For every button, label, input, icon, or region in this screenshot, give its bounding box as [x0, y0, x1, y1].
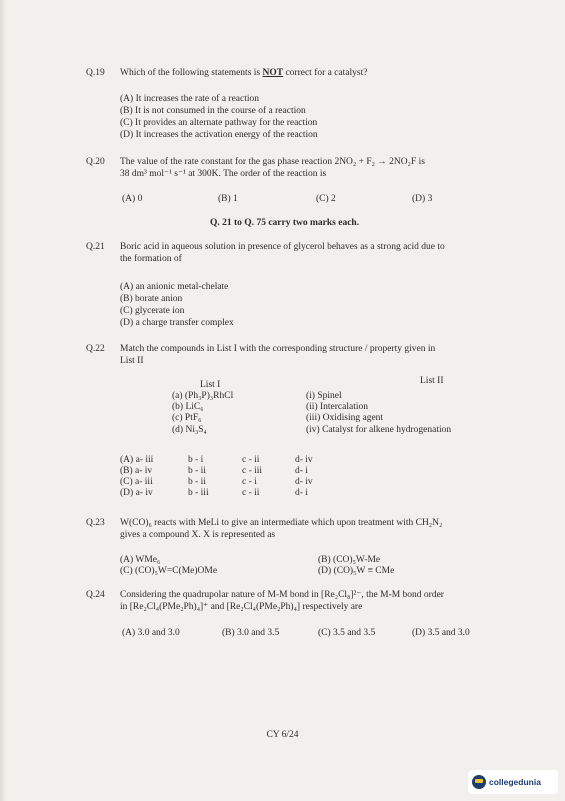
q19-text-a: Which of the following statements is [120, 68, 263, 78]
q21-line1: Boric acid in aqueous solution in presence of glycerol behaves as a strong acid due to [120, 242, 445, 252]
q19-text [120, 68, 505, 80]
logo-text: collegedunia [489, 777, 541, 787]
section-note: Q. 21 to Q. 75 carry two marks each. [210, 218, 360, 228]
q20-number: Q.20 [86, 157, 105, 167]
q22-option-d-col3: c - ii [242, 488, 260, 498]
q24-line2: in [Re₂Cl₄(PMe₂Ph)₄]⁺ and [Re₂Cl₄(PMe₂Ph)₄] respectively are [120, 602, 363, 612]
q22-line1: Match the compounds in List I with the corresponding structure / property given in [120, 344, 436, 354]
q21-option-a: (A) an anionic metal-chelate [120, 282, 229, 292]
q24-line1: Considering the quadrupolar nature of M-M bond in [Re₂Cl₈]²⁻, the M-M bond order [120, 590, 444, 600]
q23-option-b: (B) (CO)₅W-Me [318, 555, 381, 565]
q22-number: Q.22 [86, 344, 105, 354]
q24-option-d: (D) 3.5 and 3.0 [412, 628, 470, 638]
q19-option-c: (C) It provides an alternate pathway for the reaction [120, 118, 318, 128]
page-fold-shadow [0, 0, 6, 801]
page-footer: CY 6/24 [266, 730, 299, 740]
q23-option-d: (D) (CO)₅W ≡ CMe [318, 566, 395, 576]
list1-item-a: (a) (Ph₃P)₃RhCl [172, 391, 234, 401]
q19-option-b: (B) It is not consumed in the course of a reaction [120, 106, 306, 116]
q21-option-b: (B) borate anion [120, 294, 183, 304]
q21-line2: the formation of [120, 254, 182, 264]
q20-line2: 38 dm³ mol⁻¹ s⁻¹ at 300K. The order of the reaction is [120, 169, 327, 179]
list2-item-iv: (iv) Catalyst for alkene hydrogenation [306, 425, 452, 435]
q22-option-c-col4: d- iv [295, 477, 313, 487]
q22-option-b-col1: (B) a- iv [120, 466, 153, 476]
q22-option-b-col2: b - ii [188, 466, 206, 476]
list2-title: List II [420, 376, 444, 386]
q22-option-b-col4: d- i [295, 466, 308, 476]
q19-number: Q.19 [86, 68, 105, 78]
graduation-cap-icon [472, 775, 486, 789]
q23-option-c: (C) (CO)₅W=C(Me)OMe [120, 566, 218, 576]
q21-number: Q.21 [86, 242, 105, 252]
q21-option-c: (C) glycerate ion [120, 306, 185, 316]
q23-option-a: (A) WMe₆ [120, 555, 161, 565]
q22-line2: List II [120, 356, 144, 366]
list2-item-ii: (ii) Intercalation [306, 402, 368, 412]
q24-option-b: (B) 3.0 and 3.5 [222, 628, 280, 638]
list1-item-d: (d) Ni₃S₄ [172, 425, 207, 435]
q21-option-d: (D) a charge transfer complex [120, 318, 234, 328]
q22-option-c-col1: (C) a- iii [120, 477, 153, 487]
q19-option-a: (A) It increases the rate of a reaction [120, 94, 259, 104]
q24-number: Q.24 [86, 590, 105, 600]
list2-item-iii: (iii) Oxidising agent [306, 413, 384, 423]
q22-option-a-col3: c - ii [242, 455, 260, 465]
q20-option-b: (B) 1 [218, 194, 238, 204]
q22-option-d-col2: b - iii [188, 488, 209, 498]
q23-number: Q.23 [86, 518, 105, 528]
q20-option-d: (D) 3 [412, 194, 433, 204]
q22-option-a-col2: b - i [188, 455, 204, 465]
list1-item-c: (c) PtF₆ [172, 413, 202, 423]
q22-option-a-col4: d- iv [295, 455, 313, 465]
q19-text-b: correct for a catalyst? [283, 68, 368, 78]
q20-option-a: (A) 0 [122, 194, 143, 204]
q22-option-a-col1: (A) a- iii [120, 455, 154, 465]
q22-option-d-col4: d- i [295, 488, 308, 498]
q22-option-c-col3: c - i [242, 477, 257, 487]
q19-option-d: (D) It increases the activation energy of the reaction [120, 130, 318, 140]
list2-item-i: (i) Spinel [306, 391, 342, 401]
collegedunia-logo[interactable] [468, 770, 558, 794]
q23-line2: gives a compound X. X is represented as [120, 530, 276, 540]
q19-text-not: NOT [262, 68, 284, 78]
q22-option-d-col1: (D) a- iv [120, 488, 153, 498]
q22-option-b-col3: c - iii [242, 466, 263, 476]
list1-item-b: (b) LiC₆ [172, 402, 204, 412]
q24-option-a: (A) 3.0 and 3.0 [122, 628, 180, 638]
q23-line1: W(CO)₆ reacts with MeLi to give an intermediate which upon treatment with CH₂N₂ [120, 518, 443, 528]
q20-line1: The value of the rate constant for the gas phase reaction 2NO₂ + F₂ → 2NO₂F is [120, 157, 425, 167]
q24-option-c: (C) 3.5 and 3.5 [318, 628, 376, 638]
q22-option-c-col2: b - ii [188, 477, 206, 487]
q20-option-c: (C) 2 [316, 194, 336, 204]
list1-title: List I [200, 380, 221, 390]
